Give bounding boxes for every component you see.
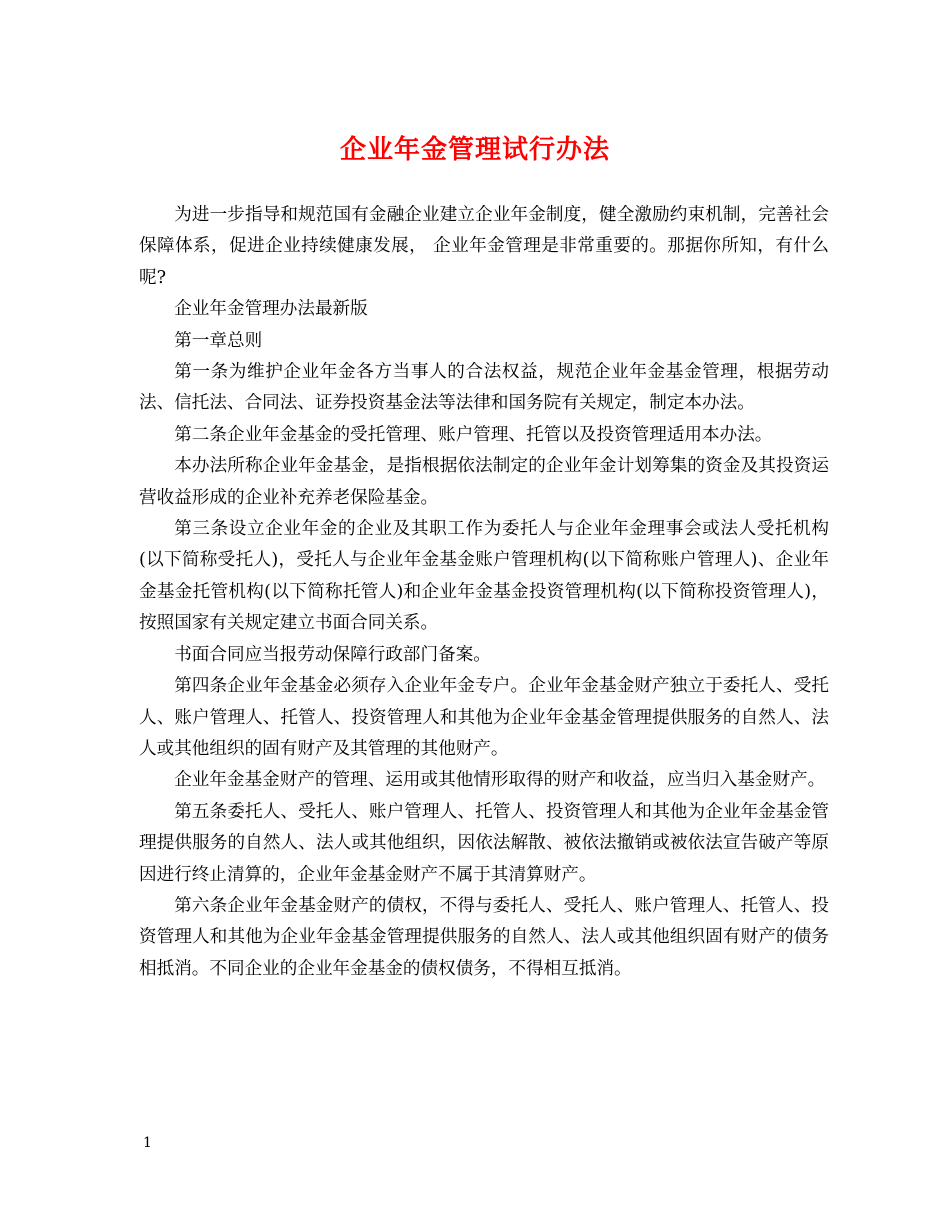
document-body bbox=[139, 200, 829, 985]
paragraph-article-3: 第三条设立企业年金的企业及其职工作为委托人与企业年金理事会或法人受托机构(以下简称受托人)，受托人与企业年金基金账户管理机构(以下简称账户管理人)、企业年金基金托管机构(以下简称托管人)和企业年金基金投资管理机构(以下简称投资管理人)，按照国家有关规定建立书面合同关系。 bbox=[139, 519, 829, 634]
paragraph-subtitle: 企业年金管理办法最新版 bbox=[174, 299, 368, 320]
paragraph-article-4: 第四条企业年金基金必须存入企业年金专户。企业年金基金财产独立于委托人、受托人、账户管理人、托管人、投资管理人和其他为企业年金基金管理提供服务的自然人、法人或其他组织的固有财产及其管理的其他财产。 bbox=[139, 676, 829, 759]
page-number: 1 bbox=[143, 1135, 152, 1151]
paragraph-article-5: 第五条委托人、受托人、账户管理人、托管人、投资管理人和其他为企业年金基金管理提供服务的自然人、法人或其他组织，因依法解散、被依法撤销或被依法宣告破产等原因进行终止清算的，企业年金基金财产不属于其清算财产。 bbox=[139, 801, 829, 885]
paragraph-article-2: 第二条企业年金基金的受托管理、账户管理、托管以及投资管理适用本办法。 bbox=[174, 424, 773, 445]
paragraph-article-6: 第六条企业年金基金财产的债权，不得与委托人、受托人、账户管理人、托管人、投资管理人和其他为企业年金基金管理提供服务的自然人、法人或其他组织固有财产的债务相抵消。不同企业的企业年金基金的债权债务，不得相互抵消。 bbox=[139, 895, 829, 979]
paragraph-filing: 书面合同应当报劳动保障行政部门备案。 bbox=[174, 644, 491, 665]
paragraph-intro: 为进一步指导和规范国有金融企业建立企业年金制度，健全激励约束机制，完善社会保障体系，促进企业持续健康发展， 企业年金管理是非常重要的。那据你所知，有什么呢? bbox=[139, 205, 829, 288]
paragraph-fund-property: 企业年金基金财产的管理、运用或其他情形取得的财产和收益，应当归入基金财产。 bbox=[174, 770, 826, 791]
page-title: 企业年金管理试行办法 bbox=[339, 135, 610, 165]
paragraph-article-1: 第一条为维护企业年金各方当事人的合法权益，规范企业年金基金管理，根据劳动法、信托法、合同法、证券投资基金法等法律和国务院有关规定，制定本办法。 bbox=[139, 362, 829, 414]
paragraph-chapter-heading: 第一章总则 bbox=[174, 330, 263, 351]
paragraph-definition: 本办法所称企业年金基金，是指根据依法制定的企业年金计划筹集的资金及其投资运营收益形成的企业补充养老保险基金。 bbox=[139, 456, 829, 508]
